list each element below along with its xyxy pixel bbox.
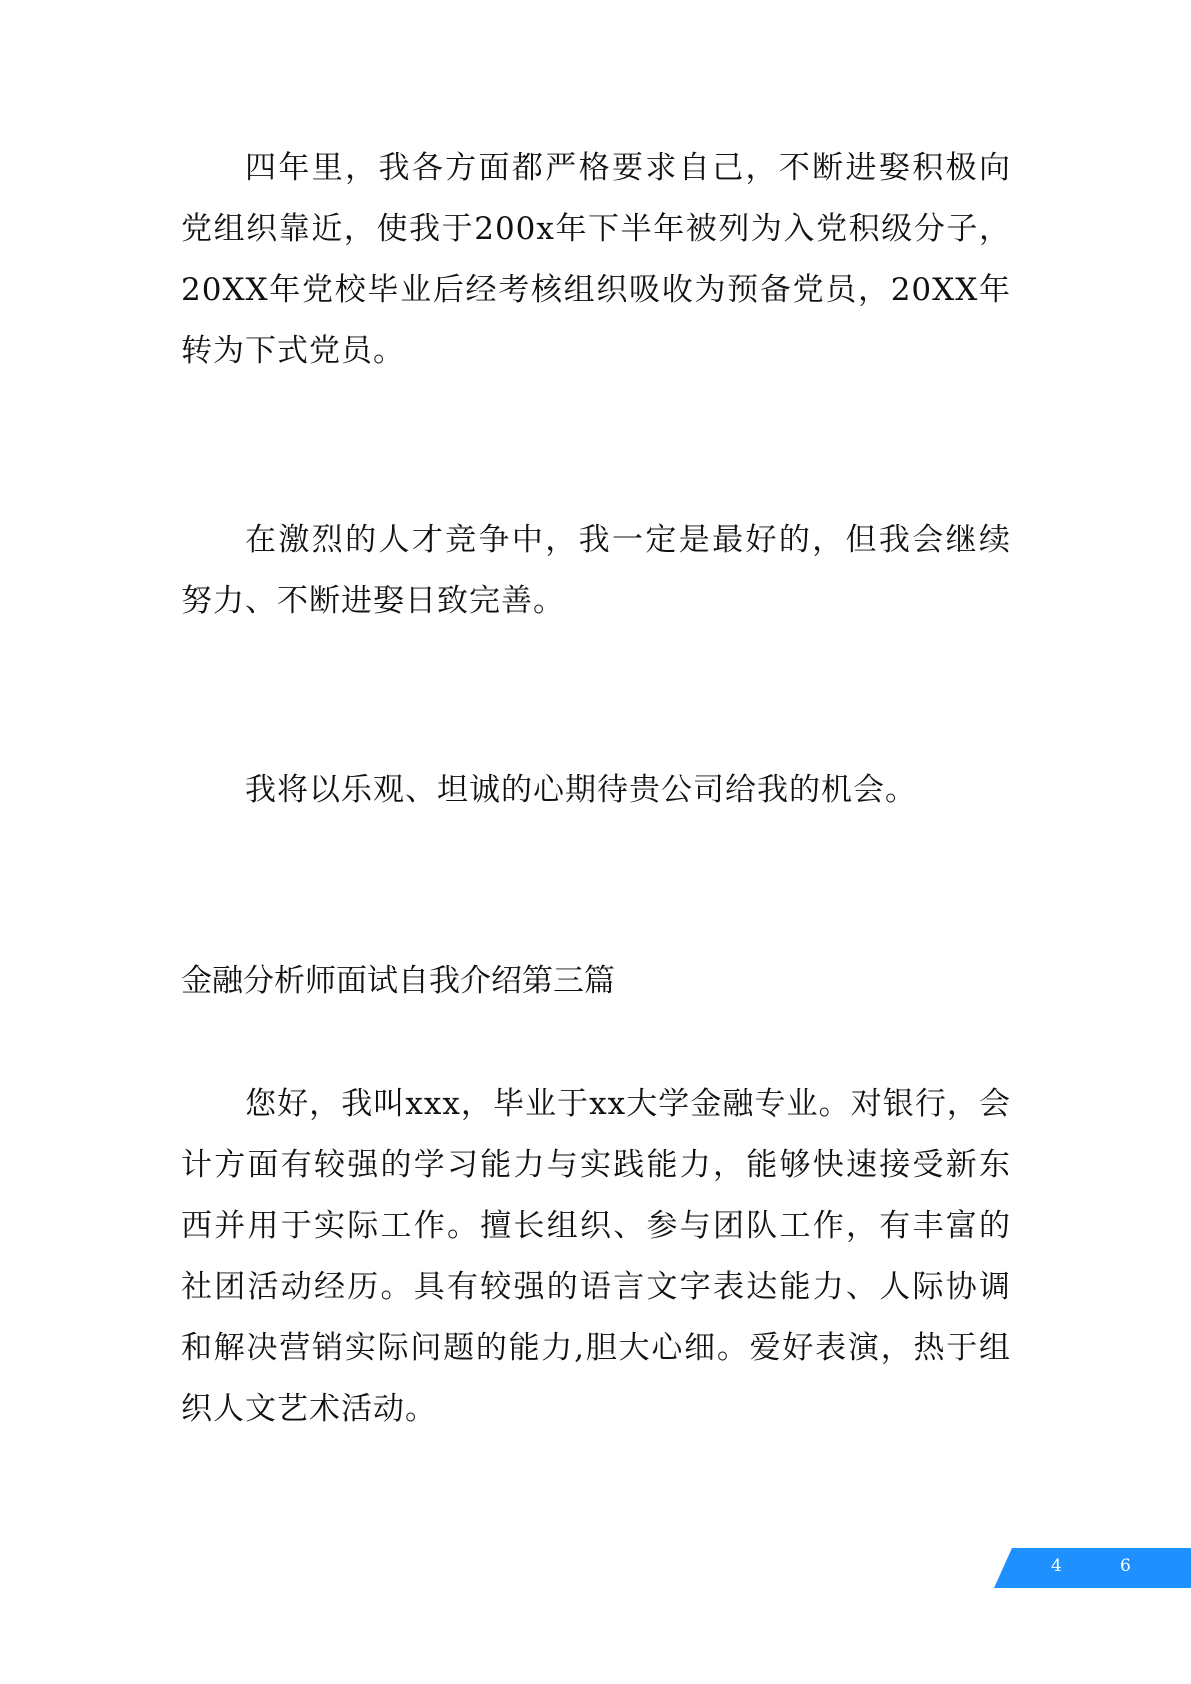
page-total-number: 6 <box>1120 1556 1131 1576</box>
page-badge-shape <box>994 1548 1191 1588</box>
page-current-number: 4 <box>1051 1556 1062 1576</box>
section-heading: 金融分析师面试自我介绍第三篇 <box>181 963 615 999</box>
paragraph-party-membership: 四年里，我各方面都严格要求自己，不断进娶积极向党组织靠近，使我于200x年下半年被列为入党积级分子，20XX年党校毕业后经考核组织吸收为预备党员，20XX年转为下式党员。 <box>181 150 1011 369</box>
paragraph-self-introduction: 您好，我叫xxx，毕业于xx大学金融专业。对银行，会计方面有较强的学习能力与实践能力，能够快速接受新东西并用于实际工作。擅长组织、参与团队工作，有丰富的社团活动经历。具有较强的语言文字表达能力、人际协调和解决营销实际问题的能力,胆大心细。爱好表演，热于组织人文艺术活动。 <box>181 1086 1011 1427</box>
page-number-badge <box>994 1548 1191 1588</box>
paragraph-competition: 在激烈的人才竞争中，我一定是最好的，但我会继续努力、不断进娶日致完善。 <box>181 522 1011 619</box>
paragraph-opportunity: 我将以乐观、坦诚的心期待贵公司给我的机会。 <box>245 772 917 808</box>
